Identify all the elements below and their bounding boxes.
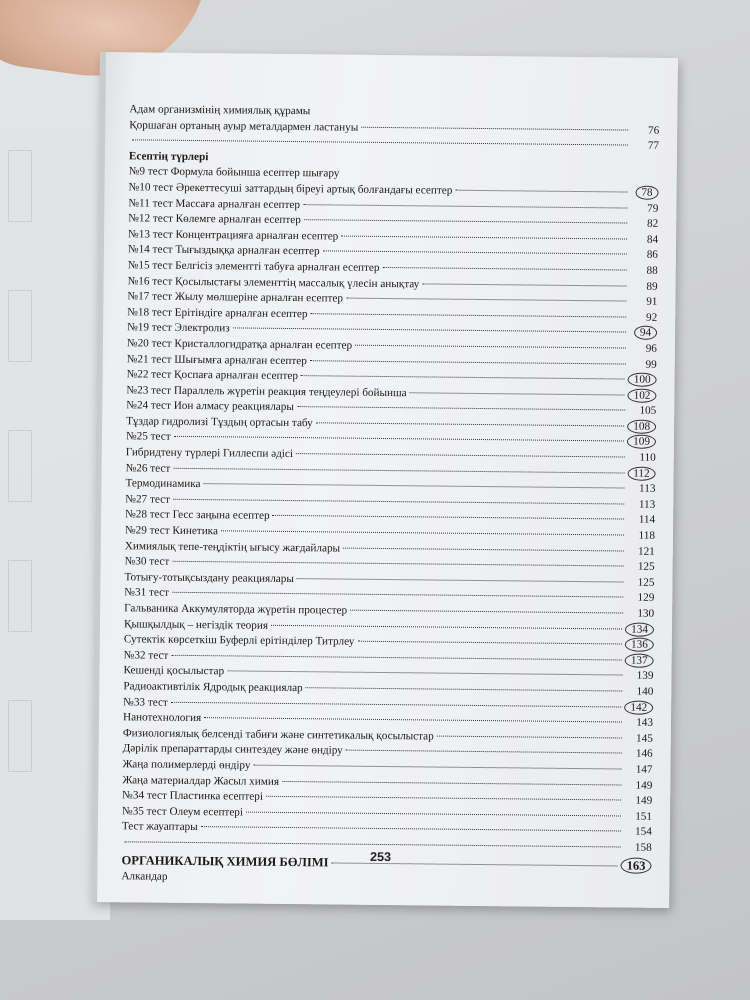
dot-leader xyxy=(201,826,621,831)
toc-entry-page xyxy=(629,341,657,357)
toc-entry-page xyxy=(627,419,656,435)
toc-entry-title: №18 тест Ерітіндіге арналған есептер xyxy=(127,306,308,320)
toc-entry-page xyxy=(627,560,655,576)
page-number-text: 76 xyxy=(647,124,660,137)
toc-entry-title: Физиологиялық белсенді табиғи және синтетикалық қосылыстар xyxy=(122,727,434,743)
toc-entry-page xyxy=(625,669,653,685)
dot-leader xyxy=(172,592,623,598)
dot-leader xyxy=(211,157,628,161)
toc-entry-title: Кешенді қосылыстар xyxy=(123,664,225,678)
dot-leader xyxy=(343,547,624,551)
dot-leader xyxy=(233,328,626,333)
page-number-text: 86 xyxy=(646,249,658,262)
toc-entry-title: №23 тест Параллель жүретін реакция теңдеулері бойынша xyxy=(126,383,407,399)
dot-leader xyxy=(204,483,625,488)
circled-page-number: 102 xyxy=(628,388,657,402)
toc-entry-title: №10 тест Әрекеттесуші заттардың біреуі артық болғандағы есептер xyxy=(128,181,453,197)
dot-leader xyxy=(316,422,625,426)
dot-leader xyxy=(171,655,622,661)
toc-entry-page xyxy=(630,232,658,248)
toc-entry-page xyxy=(630,263,658,279)
toc-entry-page xyxy=(629,295,657,311)
circled-page-number: 163 xyxy=(621,857,652,873)
toc-entry-page xyxy=(626,575,654,591)
toc-entry-title: ОРГАНИКАЛЫҚ ХИМИЯ БӨЛІМІ xyxy=(121,852,329,869)
dot-leader xyxy=(357,641,622,645)
back-page-table xyxy=(8,430,32,502)
dot-leader xyxy=(173,499,624,505)
page-number-text: 113 xyxy=(638,498,656,511)
toc-entry-page xyxy=(626,607,654,623)
toc-entry-title: №16 тест Қосылыстағы элементтің массалық үлесін анықтау xyxy=(127,274,420,290)
dot-leader xyxy=(173,467,624,473)
toc-entry-title: Радиоактивтілік Ядродық реакциялар xyxy=(123,680,303,695)
circled-page-number: 78 xyxy=(635,186,658,200)
toc-entry-title: №28 тест Гесс заңына есептер xyxy=(125,508,270,523)
toc-entry-title: №24 тест Ион алмасу реакциялары xyxy=(126,399,294,414)
circled-page-number: 134 xyxy=(625,622,654,636)
circled-page-number: 108 xyxy=(627,419,656,433)
page-number-text: 91 xyxy=(646,295,658,308)
toc-entry-page xyxy=(624,825,652,841)
toc-entry-title: Химиялық тепе-теңдіктің ығысу жағдайлары xyxy=(124,539,341,555)
dot-leader xyxy=(342,174,627,177)
dot-leader xyxy=(306,687,623,691)
page-number-text: 149 xyxy=(635,794,653,807)
dot-leader xyxy=(273,515,625,520)
toc-entry-title: №19 тест Электролиз xyxy=(127,321,230,335)
page-number-text: 125 xyxy=(637,576,655,589)
toc-entry-title: №27 тест xyxy=(125,493,171,506)
circled-page-number: 136 xyxy=(625,638,654,652)
dot-leader xyxy=(303,204,627,208)
back-page-table xyxy=(8,700,32,772)
page-number-text: 77 xyxy=(647,139,660,153)
toc-entry-page xyxy=(631,123,659,139)
page-number-text: 79 xyxy=(647,202,659,215)
toc-entry-page xyxy=(626,591,654,607)
page-number-text: 110 xyxy=(639,451,656,464)
toc-entry-title: №33 тест xyxy=(123,695,168,709)
back-page-table xyxy=(8,290,32,362)
toc-entry-page xyxy=(627,497,655,513)
toc-entry-page xyxy=(625,685,653,701)
page-number-text: 82 xyxy=(646,217,659,231)
dot-leader xyxy=(346,750,622,754)
dot-leader xyxy=(346,298,626,302)
toc-entry-title: Сутектік көрсеткіш Буферлі ерітінділер Титрлеу xyxy=(123,633,355,648)
circled-page-number: 137 xyxy=(625,653,654,667)
dot-leader xyxy=(310,360,626,364)
toc-entry-title: №34 тест Пластинка есептері xyxy=(122,789,264,803)
page-number-text: 105 xyxy=(639,404,657,418)
toc-entry-page xyxy=(624,794,652,810)
dot-leader xyxy=(455,190,627,193)
dot-leader xyxy=(304,219,627,223)
dot-leader xyxy=(125,841,621,847)
toc-entry-title: Тұздар гидролизі Тұздың ортасын табу xyxy=(126,415,313,430)
page-number-text: 147 xyxy=(635,763,653,776)
toc-entry-title: №14 тест Тығыздыққа арналған есептер xyxy=(127,243,320,258)
dot-leader xyxy=(171,876,621,881)
circled-page-number: 142 xyxy=(624,700,653,714)
toc-entry-title: №29 тест Кинетика xyxy=(124,524,219,538)
dot-leader xyxy=(271,624,622,629)
dot-leader xyxy=(383,267,627,271)
dot-leader xyxy=(254,765,622,770)
page-number-text: 145 xyxy=(635,732,653,745)
dot-leader xyxy=(172,561,623,567)
page-number-text: 125 xyxy=(637,560,655,574)
page-number-text: 114 xyxy=(638,514,656,527)
toc-entry-page xyxy=(627,482,655,498)
page-number-text: 143 xyxy=(636,716,654,729)
toc-entry-title: Қоршаған ортаның ауыр металдармен ластануы xyxy=(129,118,359,134)
toc-entry-title: Есептің түрлері xyxy=(128,150,209,163)
dot-leader xyxy=(350,610,623,614)
dot-leader xyxy=(296,453,625,457)
toc-entry-page xyxy=(625,638,654,654)
toc-entry-page xyxy=(627,513,655,529)
page-number-text: 121 xyxy=(637,545,655,558)
dot-leader xyxy=(204,717,622,722)
page-number-text: 88 xyxy=(646,264,658,277)
dot-leader xyxy=(437,735,622,738)
dot-leader xyxy=(361,126,628,130)
dot-leader xyxy=(422,283,626,286)
toc-entry-title: №30 тест xyxy=(124,555,170,568)
page-number-text: 139 xyxy=(636,670,654,683)
dot-leader xyxy=(171,701,622,707)
toc-entry-title: №17 тест Жылу мөлшеріне арналған есептер xyxy=(127,290,344,305)
book-page xyxy=(91,52,678,908)
toc-entry-title: №22 тест Қоспаға арналған есептер xyxy=(126,368,299,383)
toc-entry-title: Жаңа полимерлерді өндіру xyxy=(122,758,251,772)
toc-entry-page xyxy=(628,388,657,404)
toc-entry-title: №15 тест Белгісіз элементті табуға арналған есептер xyxy=(127,259,380,274)
toc-entry-page xyxy=(627,544,655,560)
toc-entry-title: №25 тест xyxy=(125,430,171,444)
toc-entry-page xyxy=(625,716,653,732)
dot-leader xyxy=(410,392,625,395)
toc-entry-page xyxy=(627,529,655,545)
toc-entry-page xyxy=(630,201,658,217)
toc-entry-page xyxy=(629,310,657,326)
page-number-text: 151 xyxy=(635,810,653,823)
toc-entry-title: №9 тест Формула бойынша есептер шығару xyxy=(128,165,340,180)
page-number-text: 149 xyxy=(635,779,653,792)
dot-leader xyxy=(227,671,622,676)
dot-leader xyxy=(221,530,624,535)
toc-entry-page xyxy=(629,279,657,295)
page-number-text: 140 xyxy=(636,685,654,698)
page-number-text: 154 xyxy=(635,825,652,839)
dot-leader xyxy=(282,780,621,785)
toc-entry-title: Гибридтену түрлері Гиллеспи әдісі xyxy=(125,446,294,461)
toc-entry-page xyxy=(624,778,652,794)
toc-entry-title: Тотығу-тотықсыздану реакциялары xyxy=(124,571,294,585)
circled-page-number: 100 xyxy=(628,373,657,387)
page-number-text: 89 xyxy=(646,280,658,293)
dot-leader xyxy=(341,235,627,239)
table-of-contents xyxy=(121,102,659,890)
toc-entry-title: №11 тест Массаға арналған есептер xyxy=(128,196,301,211)
dot-leader xyxy=(174,436,625,442)
toc-entry-page xyxy=(630,248,658,264)
toc-entry-title: №32 тест xyxy=(123,649,169,662)
toc-entry-title: Алкандар xyxy=(121,869,168,883)
toc-entry-page xyxy=(624,700,653,716)
toc-entry-page xyxy=(630,186,658,202)
toc-entry-title: №20 тест Кристаллогидратқа арналған есептер xyxy=(126,337,353,352)
dot-leader xyxy=(297,406,625,410)
toc-entry-title: №21 тест Шығымға арналған есептер xyxy=(126,352,307,367)
toc-entry-title: №13 тест Концентрацияға арналған есептер xyxy=(128,228,339,243)
toc-entry-page xyxy=(627,466,656,482)
toc-entry-title: Жаңа материалдар Жасыл химия xyxy=(122,773,280,788)
toc-entry-page xyxy=(628,404,656,420)
toc-entry-title: №12 тест Көлемге арналған есептер xyxy=(128,212,301,227)
back-page-table xyxy=(8,560,32,632)
dot-leader xyxy=(266,796,621,801)
dot-leader xyxy=(355,345,626,349)
toc-entry-page xyxy=(625,653,654,669)
dot-leader xyxy=(311,313,627,317)
circled-page-number: 94 xyxy=(634,326,657,340)
toc-entry-page xyxy=(624,762,652,778)
toc-entry-page xyxy=(625,747,653,763)
toc-entry-title: Тест жауаптары xyxy=(121,820,198,834)
toc-entry-title: №31 тест xyxy=(124,586,170,600)
toc-entry-page xyxy=(630,217,658,233)
toc-entry-page xyxy=(627,435,656,451)
page-number-text: 84 xyxy=(646,233,659,246)
page-number-text: 129 xyxy=(637,592,655,605)
toc-entry-title: №26 тест xyxy=(125,461,171,475)
page-number-text: 99 xyxy=(645,358,657,371)
toc-entry-page xyxy=(629,326,657,342)
toc-entry-page xyxy=(628,373,657,389)
circled-page-number: 112 xyxy=(627,466,656,480)
circled-page-number: 109 xyxy=(627,435,656,449)
dot-leader xyxy=(297,578,624,582)
toc-entry-title: Нанотехнология xyxy=(122,711,202,725)
toc-entry-title: Қышқылдық – негіздік теория xyxy=(123,617,269,632)
toc-entry-page xyxy=(624,809,652,825)
toc-entry-page xyxy=(629,357,657,373)
toc-entry-page xyxy=(631,139,659,155)
back-page-table xyxy=(8,150,32,222)
toc-entry-title: Дәрілік препараттарды синтездеу және өндіру xyxy=(122,742,343,757)
page-number-text: 113 xyxy=(639,482,656,496)
dot-leader xyxy=(301,375,625,379)
page-number-text: 146 xyxy=(635,747,653,761)
toc-entry-title: Адам организмінің химиялық құрамы xyxy=(129,103,311,118)
toc-entry-title: №35 тест Олеум есептері xyxy=(121,804,244,819)
toc-entry-page xyxy=(628,451,656,467)
dot-leader xyxy=(246,811,621,816)
toc-entry-title: Термодинамика xyxy=(125,477,201,491)
toc-entry-page xyxy=(625,731,653,747)
page-number-text: 92 xyxy=(645,311,658,324)
page-number-text: 130 xyxy=(637,607,655,620)
toc-entry-page xyxy=(625,622,654,638)
page-number-text: 118 xyxy=(638,529,656,542)
toc-entry-title: Гальваника Аккумуляторда жүретін процестер xyxy=(124,602,348,617)
page-number-text: 96 xyxy=(645,342,657,355)
dot-leader xyxy=(132,140,628,146)
page-number: 253 xyxy=(369,849,392,865)
dot-leader xyxy=(313,111,628,114)
dot-leader xyxy=(323,251,627,255)
page-number-text: 158 xyxy=(634,841,652,854)
